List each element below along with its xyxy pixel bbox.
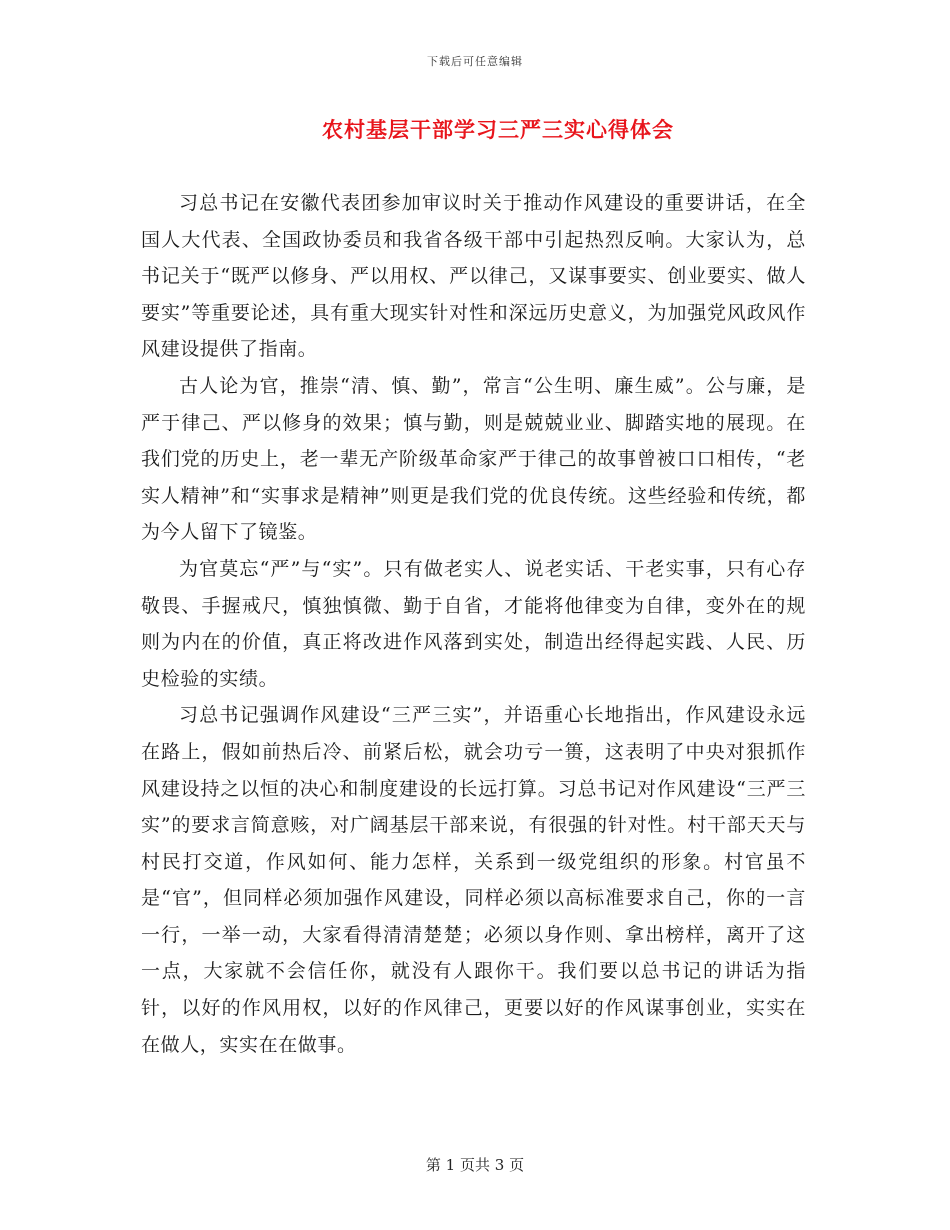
page-number-footer: 第 1 页共 3 页: [425, 1156, 525, 1174]
paragraph: 习总书记在安徽代表团参加审议时关于推动作风建设的重要讲话，在全国人大代表、全国政协委员和我省各级干部中引起热烈反响。大家认为，总书记关于“既严以修身、严以用权、严以律己，又谋事要实、创业要实、做人要实”等重要论述，具有重大现实针对性和深远历史意义，为加强党风政风作风建设提供了指南。: [141, 192, 806, 361]
document-title: 农村基层干部学习三严三实心得体会: [322, 117, 674, 142]
paragraph: 习总书记强调作风建设“三严三实”，并语重心长地指出，作风建设永远在路上，假如前热后冷、前紧后松，就会功亏一篑，这表明了中央对狠抓作风建设持之以恒的决心和制度建设的长远打算。习总书记对作风建设“三严三实”的要求言简意赅，对广阔基层干部来说，有很强的针对性。村干部天天与村民打交道，作风如何、能力怎样，关系到一级党组织的形象。村官虽不是“官”，但同样必须加强作风建设，同样必须以高标准要求自己，你的一言一行，一举一动，大家看得清清楚楚；必须以身作则、拿出榜样，离开了这一点，大家就不会信任你，就没有人跟你干。我们要以总书记的讲话为指针，以好的作风用权，以好的作风律己，更要以好的作风谋事创业，实实在在做人，实实在在做事。: [141, 704, 806, 1056]
header-note: 下载后可任意编辑: [427, 55, 523, 68]
document-body: [141, 185, 806, 1063]
paragraph: 为官莫忘“严”与“实”。只有做老实人、说老实话、干老实事，只有心存敬畏、手握戒尺，慎独慎微、勤于自省，才能将他律变为自律，变外在的规则为内在的价值，真正将改进作风落到实处，制造出经得起实践、人民、历史检验的实绩。: [141, 557, 806, 690]
paragraph: 古人论为官，推崇“清、慎、勤”，常言“公生明、廉生威”。公与廉，是严于律己、严以修身的效果；慎与勤，则是兢兢业业、脚踏实地的展现。在我们党的历史上，老一辈无产阶级革命家严于律己的故事曾被口口相传，“老实人精神”和“实事求是精神”则更是我们党的优良传统。这些经验和传统，都为今人留下了镜鉴。: [141, 374, 806, 544]
